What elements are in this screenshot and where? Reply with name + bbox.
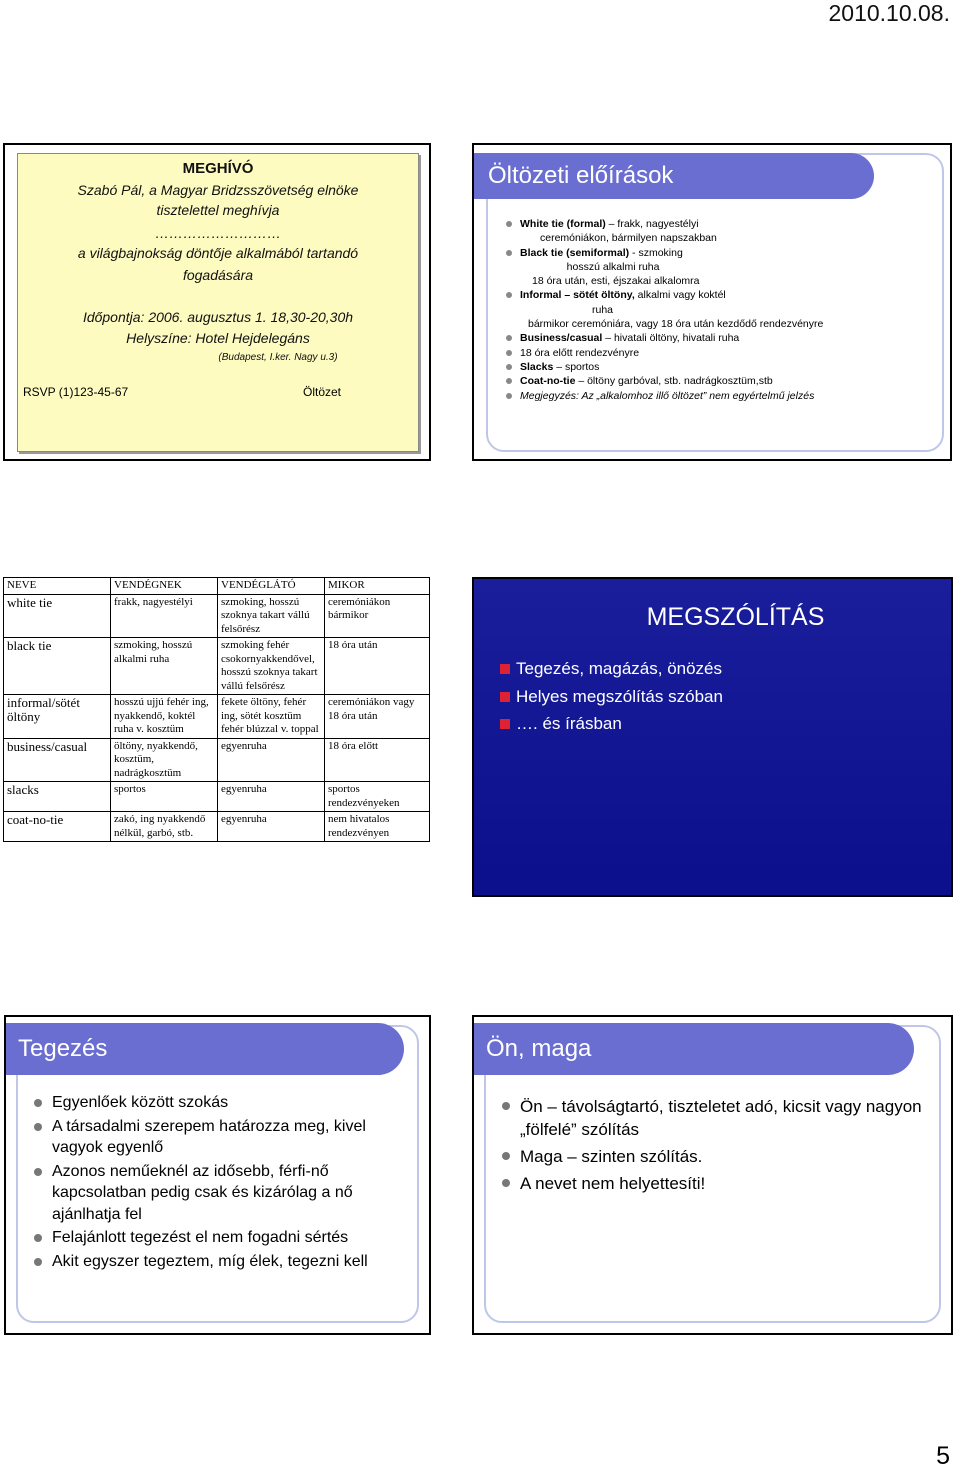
tegezes-title: Tegezés [6,1023,404,1075]
list-item [30,1092,410,1114]
table-cell: informal/sötét öltöny [4,695,111,739]
list-item [492,260,823,274]
table-cell: zakó, ing nyakkendő nélkül, garbó, stb. [111,812,218,842]
table-cell: szmoking fehér csokornyakkendővel, hosszú szoknya takart vállú felsőrész [218,638,325,695]
item-text: Maga – szinten szólítás. [520,1147,703,1166]
bullet-icon [502,1152,510,1160]
item-term: Slacks [520,360,554,373]
tegezes-list [30,1092,410,1274]
table-cell: 18 óra előtt [325,738,430,782]
table-cell: business/casual [4,738,111,782]
dress-code-title: Öltözeti előírások [474,153,874,199]
item-text: A társadalmi szerepem határozza meg, kivel vagyok egyenlő [52,1117,366,1156]
dress-table [3,577,430,842]
table-cell: slacks [4,782,111,812]
item-text: – sportos [553,360,600,373]
bullet-icon [506,292,512,298]
item-text: Azonos neműeknél az idősebb, férfi-nő kapcsolatban pedig csak és kizárólag a nő ajánlhatja fel [52,1162,353,1223]
square-bullet-icon [500,664,510,674]
list-item [492,246,823,260]
item-text: – hivatali öltöny, hivatali ruha [602,332,740,345]
item-text: 18 óra előtt rendezvényre [520,346,640,359]
table-cell: sportos rendezvényeken [325,782,430,812]
invitation-time: Időpontja: 2006. augusztus 1. 18,30-20,30h [82,309,354,325]
item-text: Tegezés, magázás, önözés [516,659,723,678]
square-bullet-icon [500,719,510,729]
item-text: Egyenlőek között szokás [52,1094,229,1111]
item-text: Megjegyzés: Az „alkalomhoz illő öltözet” nem egyértelmű jelzés [520,389,815,402]
invitation-card [17,153,419,452]
square-bullet-icon [500,692,510,702]
list-item [492,346,823,360]
on-maga-slide [472,1015,953,1335]
bullet-icon [506,335,512,341]
item-text: bármikor ceremóniára, vagy 18 óra után kezdődő rendezvényre [528,318,824,331]
table-header-row [4,578,430,595]
item-term: Black tie (semiformal) [520,246,630,259]
header-date: 2010.10.08. [828,0,950,26]
list-item [492,360,823,374]
table-cell: nem hivatalos rendezvényen [325,812,430,842]
bullet-icon [34,1168,42,1176]
bullet-icon [34,1234,42,1242]
item-text: Helyes megszólítás szóban [516,686,723,706]
invitation-dress: Öltözet [303,385,342,399]
table-cell: hosszú ujjú fehér ing, nyakkendő, koktél ruha v. kosztüm [111,695,218,739]
list-item [30,1227,410,1249]
item-text: Felajánlott tegezést el nem fogadni sértés [52,1229,349,1246]
table-cell: 18 óra után [325,638,430,695]
tegezes-slide [4,1015,431,1335]
list-item [498,1172,938,1195]
table-cell: ceremóniákon bármikor [325,594,430,638]
list-item [30,1116,410,1159]
bullet-icon [506,393,512,399]
invitation-address: (Budapest, I.ker. Nagy u.3) [218,352,338,363]
item-term: Coat-no-tie [520,375,576,388]
invitation-line3: a világbajnokság döntője alkalmából tartandó [77,245,359,261]
table-row [4,782,430,812]
bullet-icon [506,378,512,384]
invitation-place: Helyszíne: Hotel Hejdelegáns [126,330,310,346]
table-row [4,812,430,842]
list-item [492,374,823,388]
table-row [4,695,430,739]
table-row [4,738,430,782]
bullet-icon [34,1099,42,1107]
col-header: NEVE [4,578,111,595]
col-header: MIKOR [325,578,430,595]
invitation-title: MEGHÍVÓ [182,160,254,177]
list-item [498,1145,938,1168]
dress-code-slide [472,143,952,461]
bullet-icon [34,1258,42,1266]
item-text: ruha [592,303,614,316]
list-item [492,331,823,345]
table-cell: öltöny, nyakkendő, kosztüm, nadrágkosztüm [111,738,218,782]
table-cell: szmoking, hosszú szoknya takart vállú felsőrész [218,594,325,638]
item-text: Akit egyszer tegeztem, míg élek, tegezni kell [52,1252,368,1270]
list-item [498,1095,938,1141]
invitation-line4: fogadására [182,267,254,283]
bullet-icon [506,221,512,227]
table-row [4,594,430,638]
list-item [30,1161,410,1226]
table-cell: egyenruha [218,812,325,842]
col-header: VENDÉGNEK [111,578,218,595]
item-term: Business/casual [520,332,603,345]
item-text: 18 óra után, esti, éjszakai alkalomra [532,275,700,288]
addressing-list [498,655,723,738]
on-maga-list [498,1095,938,1199]
invitation-line1: Szabó Pál, a Magyar Bridzsszövetség elnöke [77,182,359,198]
table-cell: black tie [4,638,111,695]
item-text: – frakk, nagyestélyi [605,218,699,230]
bullet-icon [506,350,512,356]
invitation-rsvp: RSVP (1)123-45-67 [23,385,129,399]
table-cell: egyenruha [218,738,325,782]
invitation-dots: ……………………… [155,225,281,241]
list-item [498,655,723,683]
bullet-icon [502,1179,510,1187]
invitation-slide [3,143,431,461]
table-cell: coat-no-tie [4,812,111,842]
list-item [492,274,823,288]
item-text: hosszú alkalmi ruha [520,260,660,273]
list-item [492,389,823,403]
list-item [498,683,723,711]
bullet-icon [34,1123,42,1131]
table-cell: sportos [111,782,218,812]
on-maga-title: Ön, maga [474,1023,914,1075]
list-item [492,288,823,302]
addressing-background [474,579,951,895]
bullet-icon [506,250,512,256]
item-text: Ön – távolságtartó, tiszteletet adó, kicsit vagy nagyon „fölfelé” szólítás [520,1097,922,1139]
list-item [492,231,823,245]
table-cell: white tie [4,594,111,638]
table-cell: fekete öltöny, fehér ing, sötét kosztüm fehér blúzzal v. toppal [218,695,325,739]
item-term: Informal – sötét öltöny, [520,289,635,302]
dress-code-list [492,217,823,403]
item-text: …. és írásban [516,714,622,733]
table-row [4,638,430,695]
item-term: White tie (formal) [520,218,606,230]
table-cell: szmoking, hosszú alkalmi ruha [111,638,218,695]
bullet-icon [506,364,512,370]
item-text: ceremóniákon, bármilyen napszakban [540,232,717,245]
item-text: - szmoking [629,246,683,259]
page-number: 5 [936,1442,950,1470]
table-cell: frakk, nagyestélyi [111,594,218,638]
list-item [30,1251,410,1273]
invitation-line2: tisztelettel meghívja [156,202,280,218]
table-cell: egyenruha [218,782,325,812]
list-item [492,317,823,331]
item-text: alkalmi vagy koktél [634,289,726,302]
bullet-icon [502,1102,510,1110]
list-item [492,217,823,231]
addressing-slide [472,577,953,897]
addressing-title: MEGSZÓLÍTÁS [646,603,825,631]
col-header: VENDÉGLÁTÓ [218,578,325,595]
item-text: – öltöny garbóval, stb. nadrágkosztüm,stb [575,375,773,388]
list-item [492,303,823,317]
item-text: A nevet nem helyettesíti! [520,1174,706,1193]
list-item [498,710,723,738]
table-cell: ceremóniákon vagy 18 óra után [325,695,430,739]
dress-table-slide [3,577,430,897]
